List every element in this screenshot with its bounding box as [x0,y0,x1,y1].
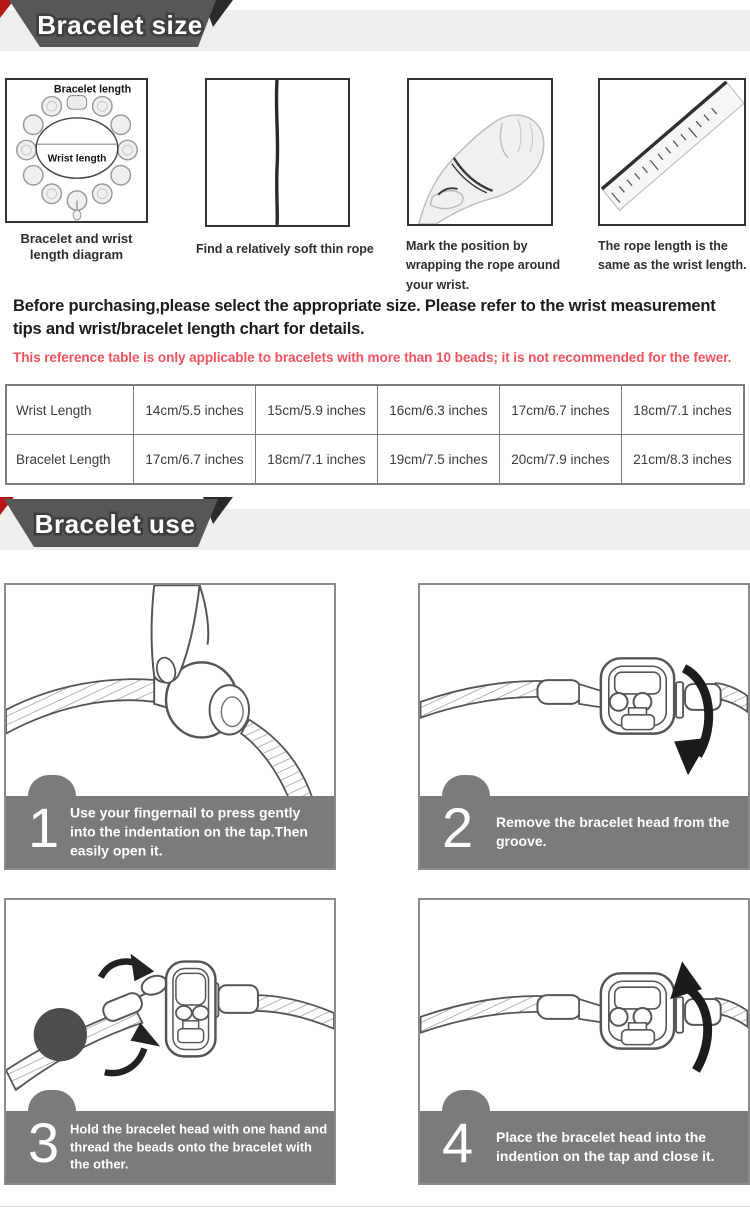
cell: 15cm/5.9 inches [255,385,377,435]
rope-left [421,681,545,718]
cell: 17cm/6.7 inches [499,385,621,435]
step-4-panel [418,898,750,1185]
rope-left [6,679,156,733]
wrist-length-label: Wrist length [47,153,107,165]
size-table [5,384,745,485]
step-1-illustration [6,585,334,798]
bracelet-length-label: Bracelet length [53,83,132,96]
bracelet-diagram-illustration [7,80,146,221]
intro-text: Before purchasing,please select the appropriate size. Please refer to the wrist measurement tips and wrist/bracelet length chart for details. [13,297,716,339]
step-text: Place the bracelet head into the indention on the tap and close it. [496,1129,715,1164]
step-1-panel [4,583,336,870]
use-header-ribbon [0,497,260,551]
caption-diagram: Bracelet and wrist length diagram [20,231,133,263]
size-header-title: Bracelet size [37,10,203,40]
cell: 16cm/6.3 inches [377,385,499,435]
step-4-caption-bar [420,1111,748,1183]
arrow-head [674,738,710,776]
row-label: Bracelet Length [6,435,134,485]
step-text: Hold the bracelet head with one hand and thread the beads onto the bracelet with the other. [70,1121,328,1172]
step-number: 3 [28,1111,60,1174]
bracelet-diagram-box [5,78,148,223]
ruler-box [598,78,746,226]
caption-mark: Mark the position by wrapping the rope around your wrist. [406,239,561,292]
cell: 18cm/7.1 inches [621,385,744,435]
use-header-title: Bracelet use [34,509,196,539]
caption-ruler: The rope length is the same as the wrist length. [598,239,747,273]
table-row-bracelet [6,435,744,485]
cell: 19cm/7.5 inches [377,435,499,485]
wrist-wrap-box [407,78,553,226]
rope-box [205,78,350,227]
wrist-ellipse [36,118,118,178]
step-3-illustration [6,900,334,1113]
rope-right [241,720,312,798]
step-text: Use your fingernail to press gently into the indentation on the tap.Then easily open it. [70,804,308,859]
step-4-illustration [420,900,748,1113]
step-2-caption-bar [420,796,748,868]
warning-text: This reference table is only applicable to bracelets with more than 10 beads; it is not recommended for the fewer. [13,350,732,365]
wrist-wrap-illustration [409,80,551,224]
caption-rope: Find a relatively soft thin rope [196,242,374,256]
size-header-ribbon [0,0,260,54]
step-text: Remove the bracelet head from the groove. [496,814,730,849]
arrow-bottom [105,1048,145,1073]
cell: 14cm/5.5 inches [134,385,256,435]
rope-right [255,995,334,1029]
step-number: 1 [28,796,60,859]
row-label: Wrist Length [6,385,134,435]
step-3-panel [4,898,336,1185]
ruler-edge [602,82,727,189]
cell: 17cm/6.7 inches [134,435,256,485]
step-2-illustration [420,585,748,798]
bottom-divider [0,1206,750,1207]
step-2-panel [418,583,750,870]
step-number: 4 [442,1111,474,1174]
rope-illustration [207,80,348,225]
step-1-caption-bar [6,796,334,868]
cell: 21cm/8.3 inches [621,435,744,485]
table-row-wrist [6,385,744,435]
cell: 18cm/7.1 inches [255,435,377,485]
step-3-caption-bar [6,1111,334,1183]
rope-left [421,996,545,1033]
bead [34,1008,87,1061]
ruler-illustration [600,80,744,224]
step-number: 2 [442,796,474,859]
cell: 20cm/7.9 inches [499,435,621,485]
